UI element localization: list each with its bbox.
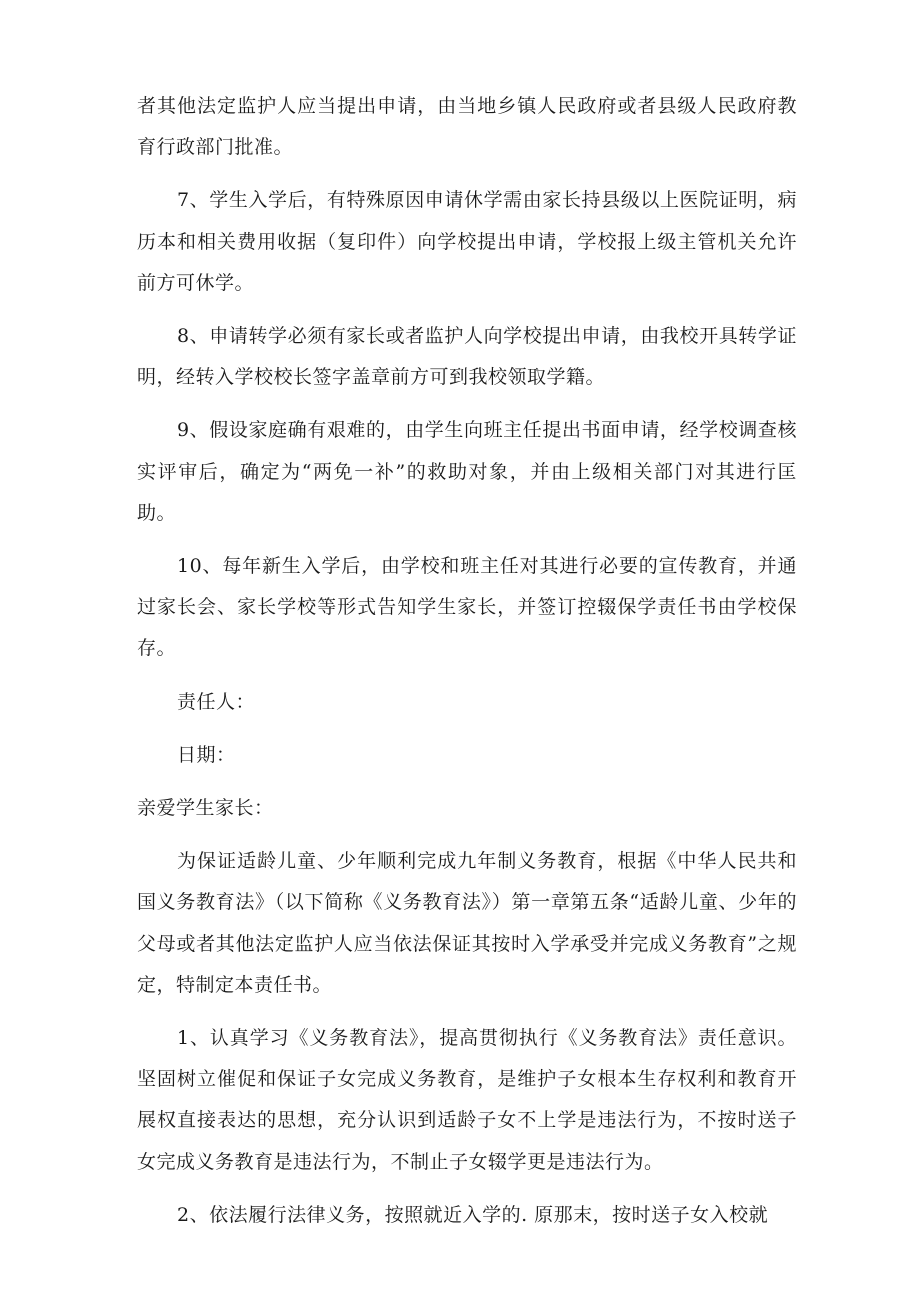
paragraph-continuation: 者其他法定监护人应当提出申请，由当地乡镇人民政府或者县级人民政府教育行政部门批准。 <box>137 95 797 159</box>
paragraph-item-7: 7、学生入学后，有特殊原因申请休学需由家长持县级以上医院证明，病历本和相关费用收据（复印件）向学校提出申请，学校报上级主管机关允许前方可休学。 <box>137 189 797 294</box>
document-body <box>137 86 797 1236</box>
responsible-person-label: 责任人： <box>177 690 256 713</box>
paragraph-responsibility-2: 2、依法履行法律义务，按照就近入学的. 原那末，按时送子女入校就 <box>177 1203 769 1226</box>
paragraph-item-8: 8、申请转学必须有家长或者监护人向学校提出申请，由我校开具转学证明，经转入学校校长签字盖章前方可到我校领取学籍。 <box>137 325 797 389</box>
paragraph-item-10: 10、每年新生入学后，由学校和班主任对其进行必要的宣传教育，并通过家长会、家长学校等形式告知学生家长，并签订控辍保学责任书由学校保存。 <box>137 555 797 660</box>
paragraph-intro: 为保证适龄儿童、少年顺利完成九年制义务教育，根据《中华人民共和国义务教育法》（以下简称《义务教育法》）第一章第五条“适龄儿童、少年的父母或者其他法定监护人应当依法保证其按时入学承受并完成义务教育”之规定，特制定本责任书。 <box>137 850 797 996</box>
salutation: 亲爱学生家长： <box>137 797 274 820</box>
paragraph-item-9: 9、假设家庭确有艰难的，由学生向班主任提出书面申请，经学校调查核实评审后，确定为“两免一补”的救助对象，并由上级相关部门对其进行匡助。 <box>137 419 797 524</box>
paragraph-responsibility-1: 1、认真学习《义务教育法》，提高贯彻执行《义务教育法》责任意识。坚固树立催促和保证子女完成义务教育，是维护子女根本生存权利和教育开展权直接表达的思想，充分认识到适龄子女不上学是违法行为，不按时送子女完成义务教育是违法行为，不制止子女辍学更是违法行为。 <box>137 1027 797 1173</box>
date-label: 日期： <box>177 743 236 766</box>
